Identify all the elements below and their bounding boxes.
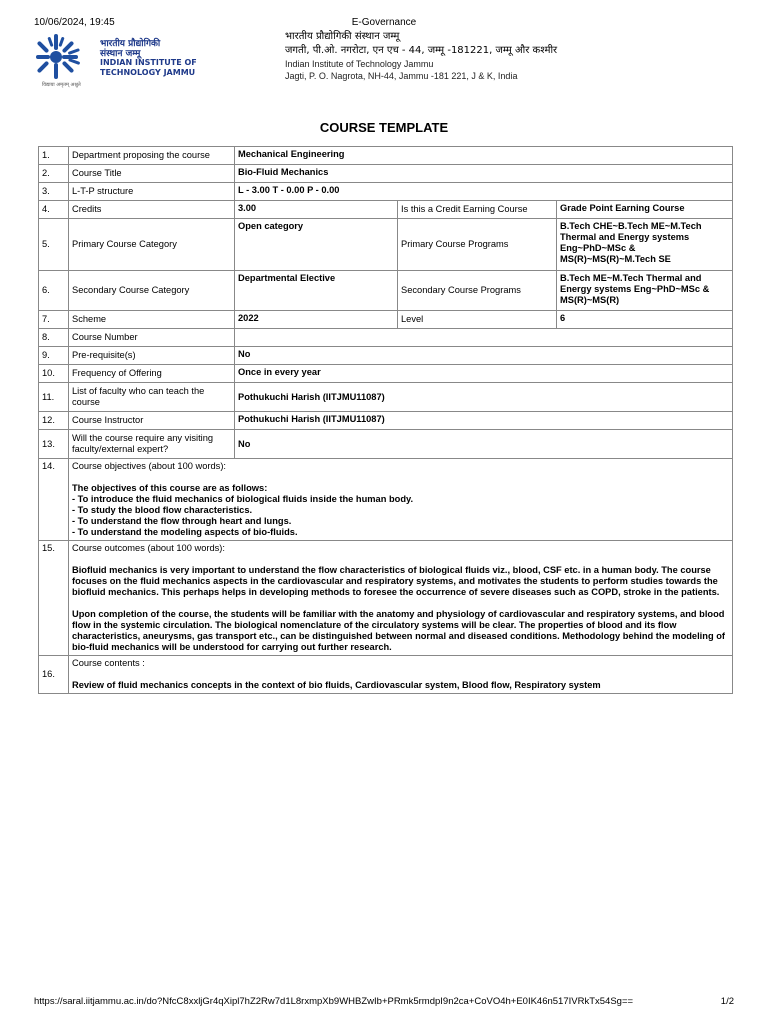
field-label: Pre-requisite(s): [69, 347, 235, 365]
table-row: [39, 329, 733, 347]
row-number: 11.: [39, 383, 69, 412]
course-template-title: COURSE TEMPLATE: [319, 120, 449, 135]
field-value: [235, 329, 733, 347]
logo-english-line-2: TECHNOLOGY JAMMU: [100, 68, 196, 77]
institute-address-block: [285, 30, 557, 82]
row-number: 16.: [39, 656, 69, 694]
row-number: 6.: [39, 271, 69, 311]
field-value: L - 3.00 T - 0.00 P - 0.00: [235, 183, 733, 201]
field-value: Pothukuchi Harish (IITJMU11087): [235, 412, 733, 430]
table-row: [39, 412, 733, 430]
field-value: Departmental Elective: [235, 271, 398, 311]
field-value: Bio-Fluid Mechanics: [235, 165, 733, 183]
table-row: [39, 347, 733, 365]
row-number: 7.: [39, 311, 69, 329]
logo-english-line-1: INDIAN INSTITUTE OF: [100, 58, 197, 67]
field-cell: [69, 541, 733, 656]
field-label: Primary Course Category: [69, 219, 235, 271]
row-number: 13.: [39, 430, 69, 459]
field-value: No: [235, 430, 733, 459]
logo-tagline: विद्याया अमृतम् अश्नुते: [42, 82, 81, 88]
row-number: 9.: [39, 347, 69, 365]
field-cell: [69, 656, 733, 694]
field-label: Course Title: [69, 165, 235, 183]
row-number: 10.: [39, 365, 69, 383]
course-contents-text: Review of fluid mechanics concepts in the context of bio fluids, Cardiovascular system, Blood flow, Respiratory system: [72, 680, 601, 690]
table-row: [39, 219, 733, 271]
field-label: List of faculty who can teach the course: [69, 383, 235, 412]
field-value: 3.00: [235, 201, 398, 219]
institute-name-hindi: भारतीय प्रौद्योगिकी संस्थान जम्मू: [285, 31, 400, 42]
field-label: Course contents :: [72, 658, 145, 668]
course-template-table: [38, 146, 733, 694]
row-number: 14.: [39, 459, 69, 541]
row-number: 3.: [39, 183, 69, 201]
print-header: [34, 17, 734, 31]
row-number: 12.: [39, 412, 69, 430]
field-label: Course objectives (about 100 words):: [72, 461, 226, 471]
table-row: [39, 311, 733, 329]
table-row: [39, 147, 733, 165]
field-label: Will the course require any visiting faculty/external expert?: [69, 430, 235, 459]
institute-name-english: Indian Institute of Technology Jammu: [285, 59, 434, 69]
field-label: Course Instructor: [69, 412, 235, 430]
table-row: [39, 183, 733, 201]
field-label: Is this a Credit Earning Course: [398, 201, 557, 219]
field-label: Secondary Course Programs: [398, 271, 557, 311]
field-value: Open category: [235, 219, 398, 271]
institute-address-hindi: जगती, पी.ओ. नगरोटा, एन एच - 44, जम्मू -181221, जम्मू और कश्मीर: [285, 45, 558, 56]
institute-logo: [34, 32, 204, 94]
field-value: Mechanical Engineering: [235, 147, 733, 165]
course-outcomes-paragraph-2: Upon completion of the course, the students will be familiar with the anatomy and physiology of cardiovascular and respiratory systems, and blood flow in the systemic circulation. The biological nomenclature of the circulatory systems will be clear. The properties of blood and its flow characteristics, aneurysms, gas transport etc., can be distinguished between normal and diseased conditions. Methodology behind the modeling of bio-fluid mechanics will be understood for carrying out further research.: [72, 609, 725, 652]
field-value: 2022: [235, 311, 398, 329]
field-label: Course outcomes (about 100 words):: [72, 543, 225, 553]
row-number: 5.: [39, 219, 69, 271]
table-row: [39, 165, 733, 183]
table-row: [39, 430, 733, 459]
row-number: 4.: [39, 201, 69, 219]
field-label: Credits: [69, 201, 235, 219]
course-outcomes-paragraph-1: Biofluid mechanics is very important to understand the flow characteristics of biological fluids viz., blood, CSF etc. in a human body. The course focuses on the fluid mechanics aspects in the cardiovascular and respiratory systems, and motivates the students to perform studies towards the biofluid mechanics. This perhaps helps in developing methods to foresee the occurrence of severe diseases such as COPD, stroke in the patients.: [72, 565, 720, 597]
institute-address-english: Jagti, P. O. Nagrota, NH-44, Jammu -181 221, J & K, India: [285, 71, 518, 81]
logo-hindi-line-2: संस्थान जम्मू: [100, 49, 141, 59]
field-label: Frequency of Offering: [69, 365, 235, 383]
page-url: https://saral.iitjammu.ac.in/do?NfcC8xxljGr4qXipl7hZ2Rw7d1L8rxmpXb9WHBZwIb+PRmk5rmdpI9n2ca+CoVO4h+E0IK46n517IVRkTx54Sg==: [34, 996, 634, 1007]
field-label: Primary Course Programs: [398, 219, 557, 271]
table-row: [39, 271, 733, 311]
row-number: 1.: [39, 147, 69, 165]
table-row: [39, 365, 733, 383]
field-value: No: [235, 347, 733, 365]
iit-jammu-emblem-icon: [34, 32, 96, 82]
table-row: [39, 459, 733, 541]
field-label: Scheme: [69, 311, 235, 329]
field-value: 6: [557, 311, 733, 329]
field-value: Grade Point Earning Course: [557, 201, 733, 219]
row-number: 2.: [39, 165, 69, 183]
field-label: Department proposing the course: [69, 147, 235, 165]
field-label: Course Number: [69, 329, 235, 347]
institute-header: [34, 30, 734, 100]
field-value: Once in every year: [235, 365, 733, 383]
logo-hindi-line-1: भारतीय प्रौद्योगिकी: [100, 39, 161, 49]
row-number: 8.: [39, 329, 69, 347]
print-page-title: E-Governance: [351, 17, 417, 28]
course-objectives-text: The objectives of this course are as follows: - To introduce the fluid mechanics of biological fluids inside the human body. - To study the blood flow characteristics. - To understand the flow through heart and lungs. - To understand the modeling aspects of bio-fluids.: [72, 483, 414, 537]
print-datetime: 10/06/2024, 19:45: [34, 17, 115, 28]
table-row: [39, 541, 733, 656]
field-value: Pothukuchi Harish (IITJMU11087): [235, 383, 733, 412]
print-footer: [34, 996, 734, 1009]
field-cell: [69, 459, 733, 541]
field-label: Secondary Course Category: [69, 271, 235, 311]
table-row: [39, 383, 733, 412]
field-label: L-T-P structure: [69, 183, 235, 201]
page-number: 1/2: [720, 996, 734, 1007]
table-row: [39, 201, 733, 219]
row-number: 15.: [39, 541, 69, 656]
table-row: [39, 656, 733, 694]
field-value: B.Tech CHE~B.Tech ME~M.Tech Thermal and Energy systems Eng~PhD~MSc & MS(R)~MS(R)~M.Tech SE: [557, 219, 733, 271]
field-label: Level: [398, 311, 557, 329]
field-value: B.Tech ME~M.Tech Thermal and Energy systems Eng~PhD~MSc & MS(R)~MS(R): [557, 271, 733, 311]
